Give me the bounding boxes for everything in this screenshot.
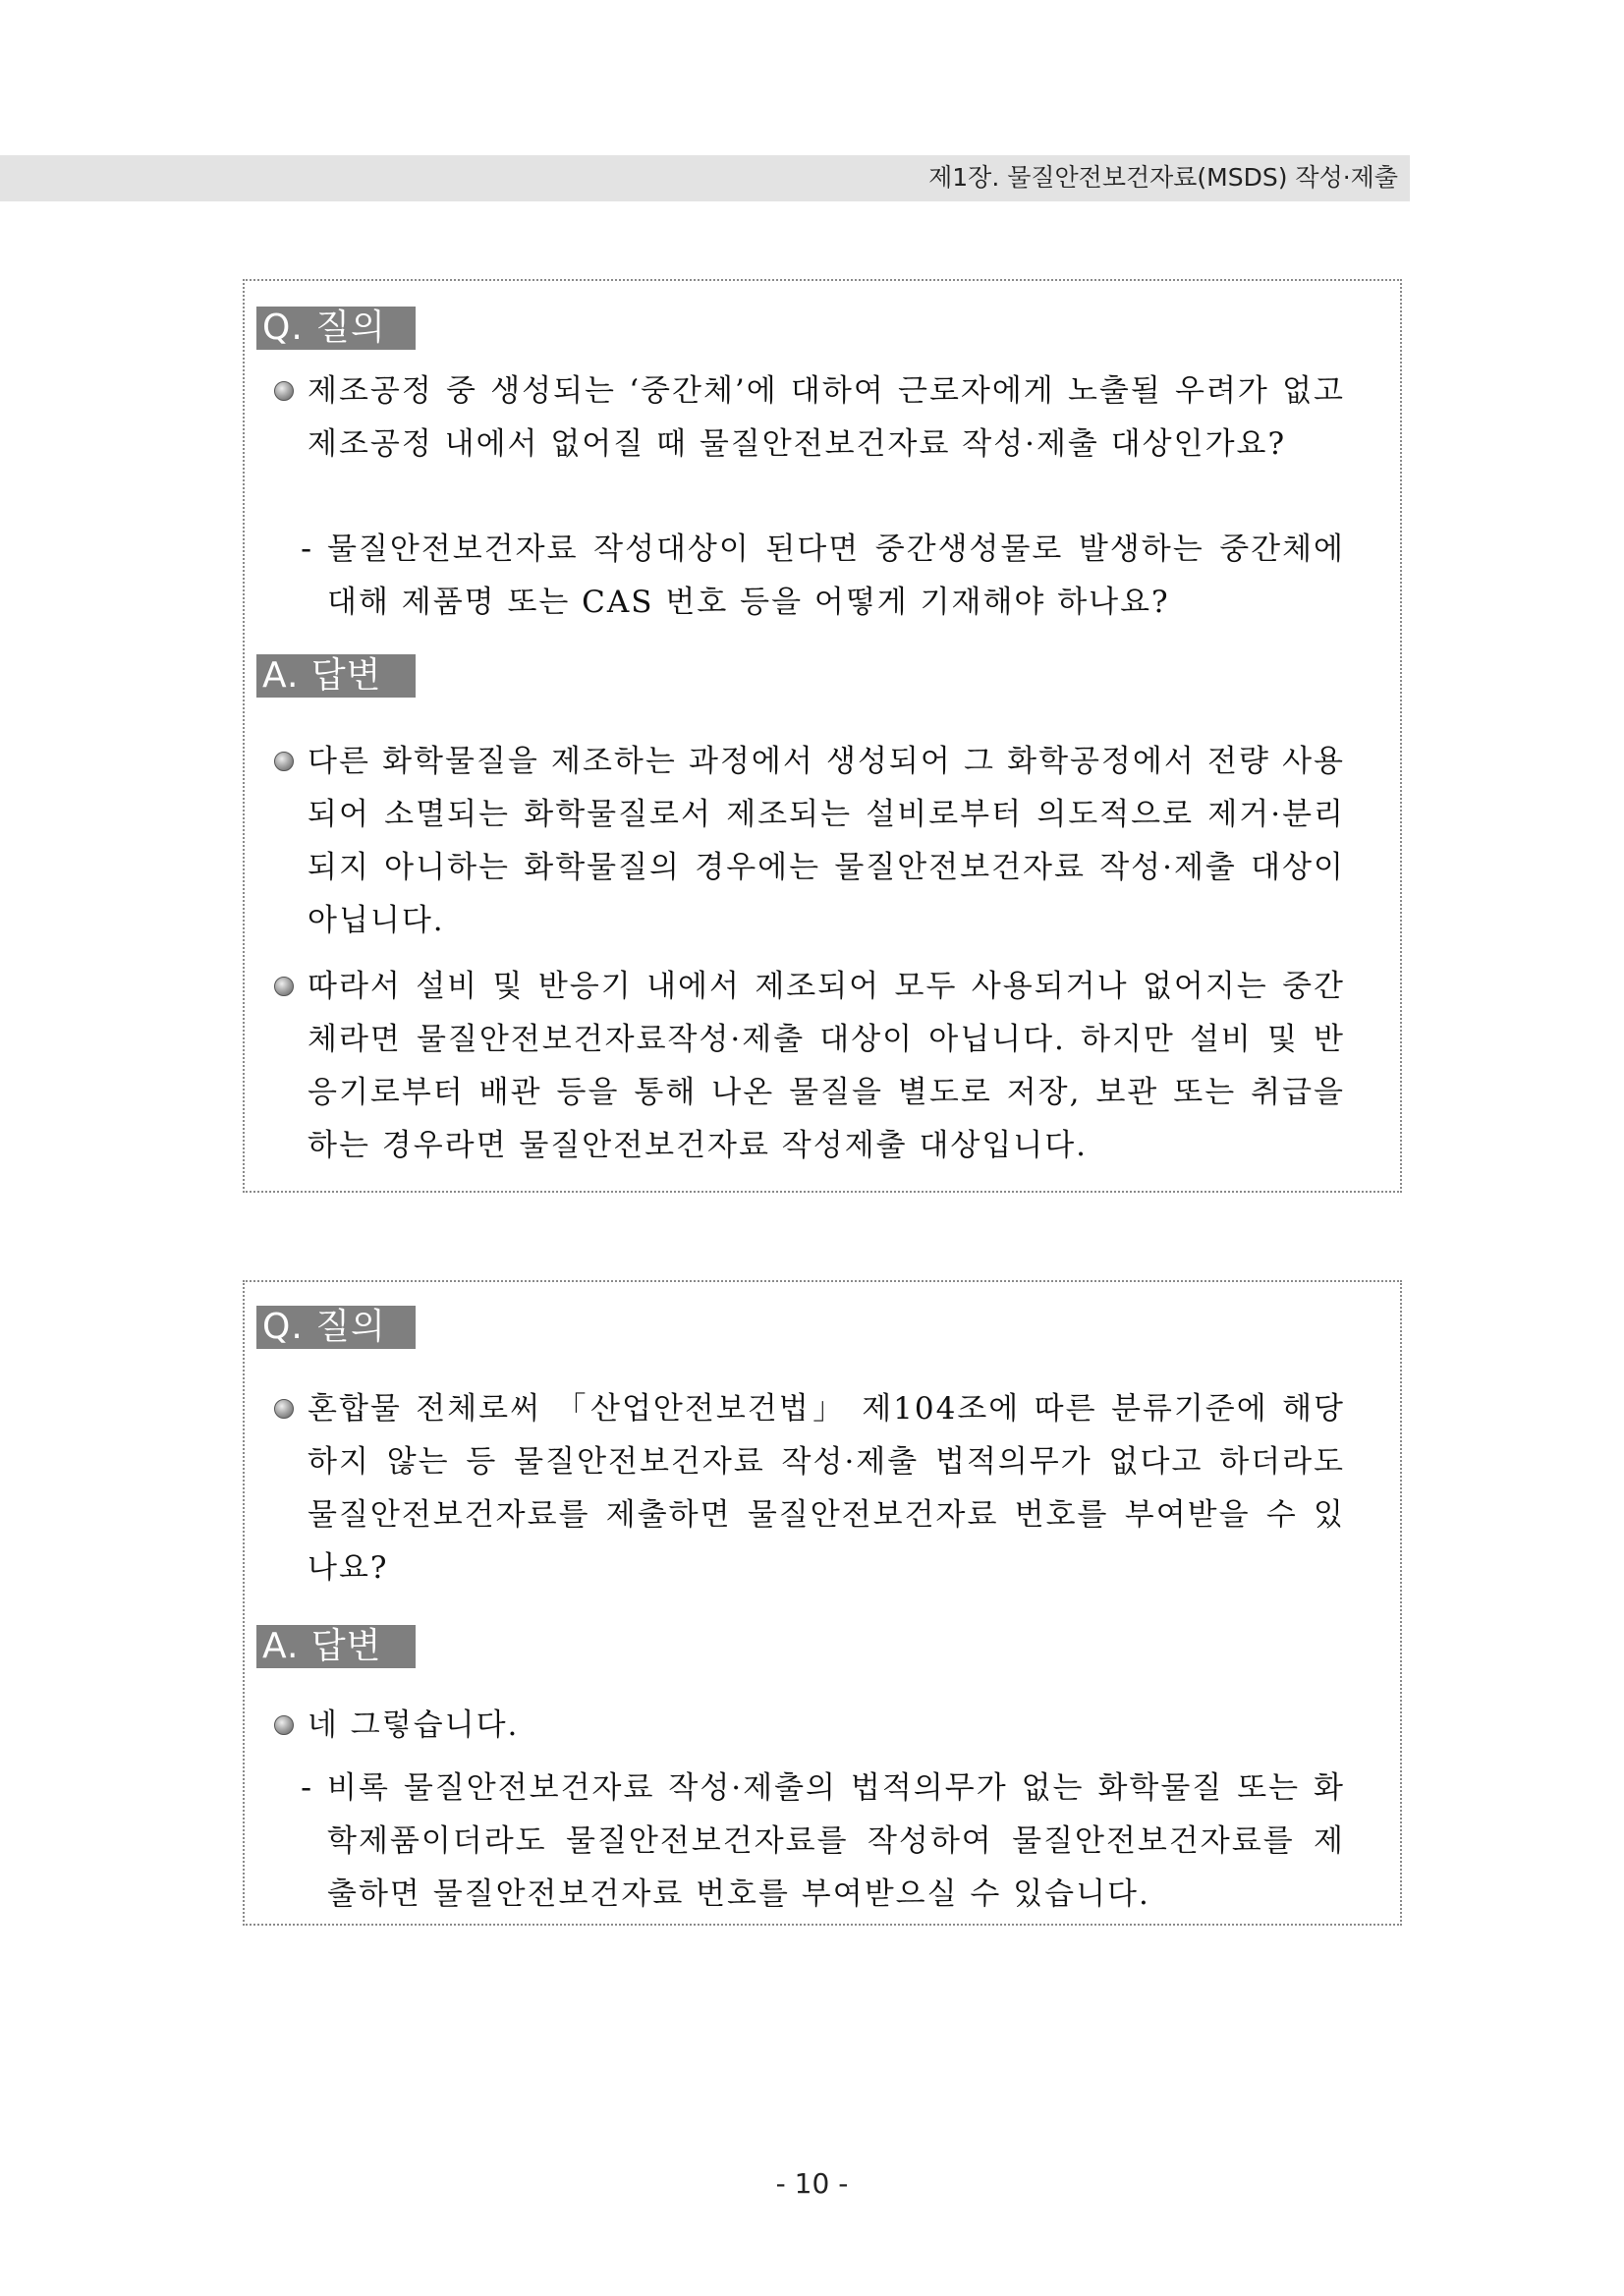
question-label: Q. 질의 — [256, 1306, 416, 1349]
answer-label: A. 답변 — [256, 654, 416, 698]
circle-bullet-icon — [274, 1399, 294, 1419]
question-sub-text: 물질안전보건자료 작성대상이 된다면 중간생성물로 발생하는 중간체에 대해 제품명 또는 CAS 번호 등을 어떻게 기재해야 하나요? — [327, 532, 1345, 620]
chapter-header-bar — [0, 155, 1410, 201]
answer-item — [308, 960, 1345, 1172]
chapter-title: 제1장. 물질안전보건자료(MSDS) 작성·제출 — [928, 163, 1398, 192]
question-sub-item — [301, 523, 1345, 629]
answer-text: 따라서 설비 및 반응기 내에서 제조되어 모두 사용되거나 없어지는 중간체라면 물질안전보건자료작성·제출 대상이 아닙니다. 하지만 설비 및 반응기로부터 배관 등을 통해 나온 물질을 별도로 저장, 보관 또는 취급을 하는 경우라면 물질안전보건자료 작성제출 대상입니다. — [308, 969, 1345, 1163]
answer-item — [308, 1699, 1345, 1752]
circle-bullet-icon — [274, 381, 294, 401]
dash-marker: - — [301, 532, 314, 567]
qa-box-2 — [243, 1280, 1402, 1926]
answer-label: A. 답변 — [256, 1625, 416, 1668]
question-item — [308, 1382, 1345, 1595]
question-item — [308, 364, 1345, 471]
qa-box-1 — [243, 279, 1402, 1193]
dash-marker: - — [301, 1770, 314, 1806]
answer-text: 다른 화학물질을 제조하는 과정에서 생성되어 그 화학공정에서 전량 사용되어 소멸되는 화학물질로서 제조되는 설비로부터 의도적으로 제거·분리되지 아니하는 화학물질의 경우에는 물질안전보건자료 작성·제출 대상이 아닙니다. — [308, 744, 1345, 938]
question-label: Q. 질의 — [256, 307, 416, 350]
question-text: 혼합물 전체로써 「산업안전보건법」 제104조에 따른 분류기준에 해당하지 않는 등 물질안전보건자료 작성·제출 법적의무가 없다고 하더라도 물질안전보건자료를 제출하면 물질안전보건자료 번호를 부여받을 수 있나요? — [308, 1391, 1345, 1586]
answer-item — [308, 735, 1345, 947]
question-text: 제조공정 중 생성되는 ‘중간체’에 대하여 근로자에게 노출될 우려가 없고 제조공정 내에서 없어질 때 물질안전보건자료 작성·제출 대상인가요? — [308, 373, 1345, 462]
circle-bullet-icon — [274, 977, 294, 996]
circle-bullet-icon — [274, 1715, 294, 1735]
answer-sub-item — [301, 1762, 1345, 1921]
answer-text: 네 그렇습니다. — [308, 1708, 520, 1743]
circle-bullet-icon — [274, 752, 294, 771]
page-number: - 10 - — [775, 2167, 849, 2200]
answer-sub-text: 비록 물질안전보건자료 작성·제출의 법적의무가 없는 화학물질 또는 화학제품이더라도 물질안전보건자료를 작성하여 물질안전보건자료를 제출하면 물질안전보건자료 번호를 부여받으실 수 있습니다. — [327, 1770, 1345, 1912]
